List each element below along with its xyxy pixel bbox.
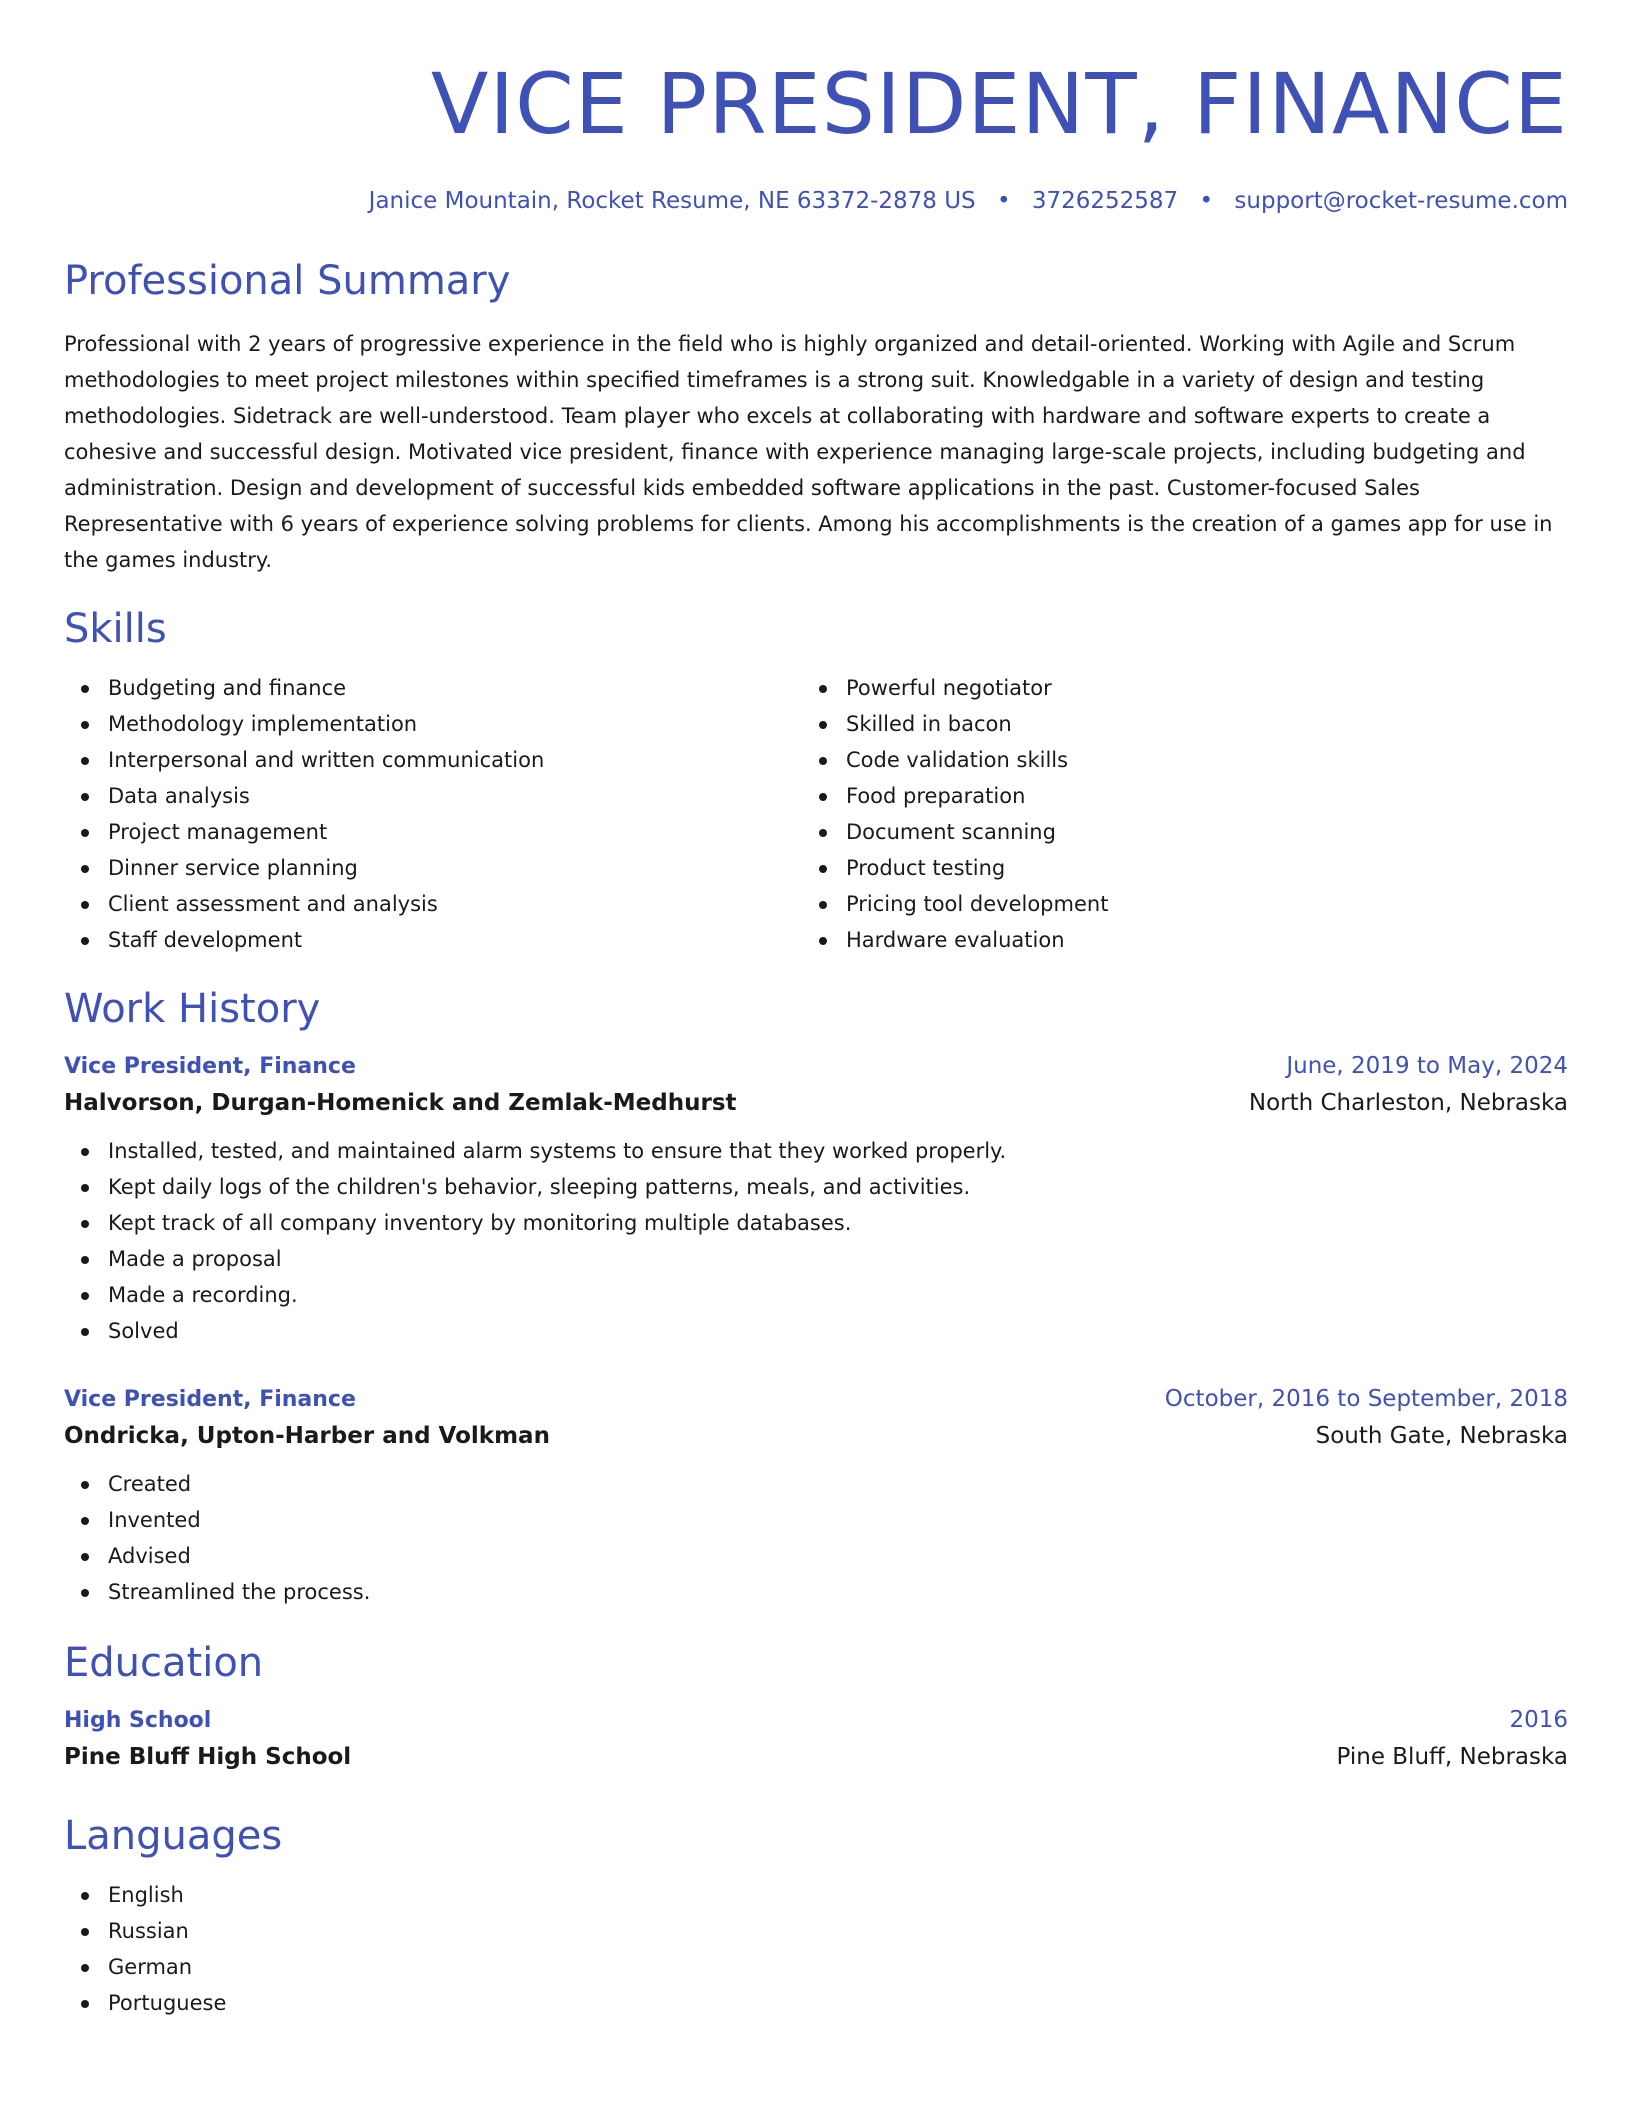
job-bullet: Made a recording. [64, 1277, 1568, 1313]
job-bullet: Streamlined the process. [64, 1574, 1568, 1610]
education-year: 2016 [1509, 1707, 1568, 1733]
language-item: Portuguese [64, 1985, 1568, 2021]
skill-item: Pricing tool development [802, 886, 1540, 922]
skill-item: Product testing [802, 850, 1540, 886]
job-bullet: Created [64, 1466, 1568, 1502]
skill-item: Methodology implementation [64, 706, 802, 742]
skills-column-left [64, 670, 802, 958]
job-bullets [64, 1466, 1568, 1610]
languages-heading: Languages [64, 1813, 283, 1859]
skill-item: Document scanning [802, 814, 1540, 850]
skill-item: Dinner service planning [64, 850, 802, 886]
skill-item: Hardware evaluation [802, 922, 1540, 958]
job-bullet: Invented [64, 1502, 1568, 1538]
education-degree: High School [64, 1708, 212, 1733]
resume-header [64, 0, 1568, 216]
job-bullet: Kept daily logs of the children's behavior, sleeping patterns, meals, and activities. [64, 1169, 1568, 1205]
skill-item: Staff development [64, 922, 802, 958]
language-item: English [64, 1877, 1568, 1913]
job-dates: October, 2016 to September, 2018 [1164, 1386, 1568, 1412]
job-bullets [64, 1133, 1568, 1349]
skill-item: Project management [64, 814, 802, 850]
contact-separator: • [1199, 188, 1214, 214]
education-school-row [64, 1737, 1568, 1777]
skill-item: Interpersonal and written communication [64, 742, 802, 778]
contact-separator: • [996, 188, 1011, 214]
skill-item: Skilled in bacon [802, 706, 1540, 742]
job-employer: Halvorson, Durgan-Homenick and Zemlak-Medhurst [64, 1090, 737, 1116]
job-title: Vice President, Finance [64, 1054, 356, 1079]
job-entry [64, 1383, 1568, 1610]
job-employer: Ondricka, Upton-Harber and Volkman [64, 1423, 550, 1449]
education-school: Pine Bluff High School [64, 1744, 352, 1770]
job-bullet: Solved [64, 1313, 1568, 1349]
skills-column-right [802, 670, 1540, 958]
skills-list [64, 670, 1568, 958]
resume-title: VICE PRESIDENT, FINANCE [430, 55, 1568, 153]
contact-line [64, 186, 1568, 216]
education-location: Pine Bluff, Nebraska [1336, 1744, 1568, 1770]
job-entry [64, 1050, 1568, 1349]
skill-item: Powerful negotiator [802, 670, 1540, 706]
skill-item: Code validation skills [802, 742, 1540, 778]
job-title-row [64, 1383, 1568, 1416]
summary-heading: Professional Summary [64, 258, 511, 304]
languages-list [64, 1877, 1568, 2021]
job-employer-row [64, 1416, 1568, 1456]
job-bullet: Made a proposal [64, 1241, 1568, 1277]
job-location: North Charleston, Nebraska [1248, 1090, 1568, 1116]
skills-heading: Skills [64, 606, 167, 652]
summary-text: Professional with 2 years of progressive experience in the field who is highly organized and detail-oriented. Working with Agile and Scrum methodologies to meet project milestones within specified timeframes is a strong suit. Knowledgable in a variety of design and testing methodologies. Sidetrack are well-understood. Team player who excels at collaborating with hardware and software experts to create a cohesive and successful design. Motivated vice president, finance with experience managing large-scale projects, including budgeting and administration. Design and development of successful kids embedded software applications in the past. Customer-focused Sales Representative with 6 years of experience solving problems for clients. Among his accomplishments is the creation of a games app for use in the games industry. [64, 332, 1553, 572]
skill-item: Budgeting and finance [64, 670, 802, 706]
skill-item: Client assessment and analysis [64, 886, 802, 922]
language-item: German [64, 1949, 1568, 1985]
education-heading: Education [64, 1640, 264, 1686]
skill-item: Food preparation [802, 778, 1540, 814]
education-degree-row [64, 1704, 1568, 1737]
education-entry [64, 1704, 1568, 1777]
job-title: Vice President, Finance [64, 1387, 356, 1412]
contact-email: support@rocket-resume.com [1234, 188, 1568, 214]
job-location: South Gate, Nebraska [1315, 1423, 1568, 1449]
job-bullet: Advised [64, 1538, 1568, 1574]
language-item: Russian [64, 1913, 1568, 1949]
job-title-row [64, 1050, 1568, 1083]
job-dates: June, 2019 to May, 2024 [1286, 1053, 1568, 1079]
contact-address: Janice Mountain, Rocket Resume, NE 63372-2878 US [368, 188, 976, 214]
job-bullet: Kept track of all company inventory by monitoring multiple databases. [64, 1205, 1568, 1241]
work-history-heading: Work History [64, 986, 321, 1032]
job-bullet: Installed, tested, and maintained alarm systems to ensure that they worked properly. [64, 1133, 1568, 1169]
contact-phone: 3726252587 [1031, 188, 1179, 214]
skill-item: Data analysis [64, 778, 802, 814]
job-employer-row [64, 1083, 1568, 1123]
